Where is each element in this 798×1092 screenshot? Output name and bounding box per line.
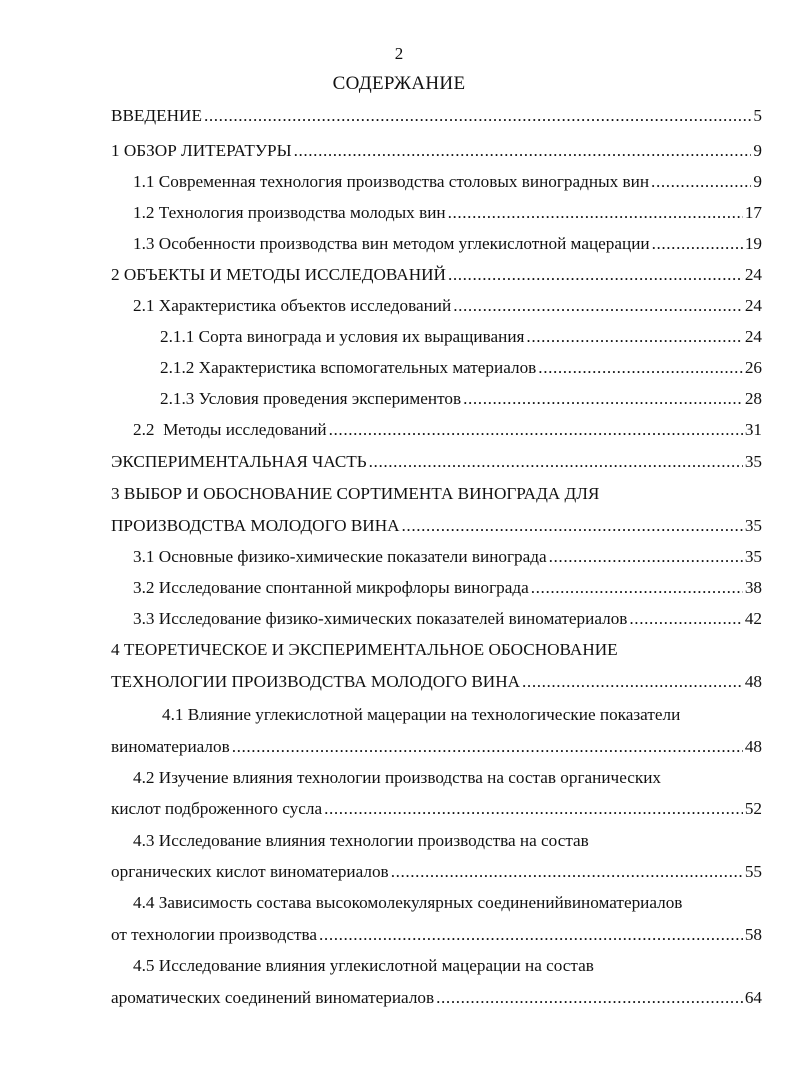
toc-entry-title: ПРОИЗВОДСТВА МОЛОДОГО ВИНА	[111, 516, 400, 535]
dot-leader	[549, 545, 743, 569]
dot-leader	[531, 576, 743, 600]
toc-entry	[111, 514, 762, 538]
toc-entry-title-line1: 4.4 Зависимость состава высокомолекулярных соединенийвиноматериалов	[133, 893, 683, 912]
toc-entry-title-line1: 3 ВЫБОР И ОБОСНОВАНИЕ СОРТИМЕНТА ВИНОГРАДА ДЛЯ	[111, 484, 600, 503]
page-number: 2	[394, 44, 404, 63]
toc-entry-title-line1: 4.5 Исследование влияния углекислотной мацерации на состав	[133, 956, 594, 975]
toc-entry-page: 35	[744, 452, 762, 471]
dot-leader	[448, 263, 743, 287]
dot-leader	[453, 294, 743, 318]
toc-entry-title: ВВЕДЕНИЕ	[111, 106, 202, 125]
toc-entry	[133, 607, 762, 631]
toc-entry	[133, 294, 762, 318]
toc-entry	[111, 139, 762, 163]
toc-entry-title: 2 ОБЪЕКТЫ И МЕТОДЫ ИССЛЕДОВАНИЙ	[111, 265, 446, 284]
toc-entry-page: 58	[744, 925, 762, 944]
dot-leader	[436, 986, 743, 1010]
toc-entry-title: 2.2 Методы исследований	[133, 420, 327, 439]
dot-leader	[319, 923, 743, 947]
toc-entry	[160, 356, 762, 380]
toc-entry	[111, 986, 762, 1010]
toc-entry-page: 28	[744, 389, 762, 408]
dot-leader	[629, 607, 742, 631]
toc-entry-page: 52	[744, 799, 762, 818]
toc-entry-title: органических кислот виноматериалов	[111, 862, 389, 881]
toc-entry-page: 5	[753, 106, 762, 125]
toc-entry-page: 9	[753, 172, 762, 191]
toc-entry	[133, 418, 762, 442]
dot-leader	[232, 735, 743, 759]
toc-entry-page: 17	[744, 203, 762, 222]
toc-entry	[111, 860, 762, 884]
dot-leader	[294, 139, 752, 163]
toc-entry	[133, 170, 762, 194]
toc-entry-page: 24	[744, 327, 762, 346]
dot-leader	[329, 418, 743, 442]
toc-heading: СОДЕРЖАНИЕ	[332, 73, 466, 94]
toc-entry-page: 31	[744, 420, 762, 439]
toc-entry	[133, 576, 762, 600]
toc-entry	[160, 387, 762, 411]
dot-leader	[651, 170, 751, 194]
toc-entry-page: 24	[744, 296, 762, 315]
toc-entry	[133, 545, 762, 569]
toc-entry	[111, 735, 762, 759]
dot-leader	[391, 860, 743, 884]
dot-leader	[463, 387, 743, 411]
toc-entry-page: 55	[744, 862, 762, 881]
dot-leader	[522, 670, 743, 694]
dot-leader	[402, 514, 743, 538]
toc-entry-title-line1: 4.2 Изучение влияния технологии производства на состав органических	[133, 768, 662, 787]
toc-entry-page: 9	[753, 141, 762, 160]
toc-entry-title: 2.1 Характеристика объектов исследований	[133, 296, 452, 315]
toc-entry-page: 35	[744, 516, 762, 535]
toc-entry-title: 2.1.2 Характеристика вспомогательных материалов	[160, 358, 537, 377]
toc-entry-title: 1.1 Современная технология производства столовых виноградных вин	[133, 172, 650, 191]
toc-entry-title: 2.1.3 Условия проведения экспериментов	[160, 389, 462, 408]
toc-entry-page: 35	[744, 547, 762, 566]
toc-entry-page: 42	[744, 609, 762, 628]
toc-entry	[133, 201, 762, 225]
toc-entry	[133, 232, 762, 256]
toc-entry-title: 2.1.1 Сорта винограда и условия их выращивания	[160, 327, 525, 346]
dot-leader	[448, 201, 743, 225]
toc-entry-title: 1 ОБЗОР ЛИТЕРАТУРЫ	[111, 141, 292, 160]
toc-entry-title: ТЕХНОЛОГИИ ПРОИЗВОДСТВА МОЛОДОГО ВИНА	[111, 672, 521, 691]
toc-entry	[111, 797, 762, 821]
dot-leader	[324, 797, 743, 821]
toc-entry	[160, 325, 762, 349]
toc-entry-title-line1: 4.1 Влияние углекислотной мацерации на технологические показатели	[162, 705, 681, 724]
toc-entry-page: 24	[744, 265, 762, 284]
toc-entry-title: кислот подброженного сусла	[111, 799, 323, 818]
toc-entry-title: 3.1 Основные физико-химические показатели винограда	[133, 547, 547, 566]
dot-leader	[369, 450, 743, 474]
toc-entry	[111, 670, 762, 694]
dot-leader	[204, 104, 751, 128]
toc-entry-page: 26	[744, 358, 762, 377]
toc-entry-title: виноматериалов	[111, 737, 230, 756]
toc-entry	[111, 923, 762, 947]
dot-leader	[526, 325, 742, 349]
toc-entry-title: 3.2 Исследование спонтанной микрофлоры винограда	[133, 578, 529, 597]
toc-entry-title: ЭКСПЕРИМЕНТАЛЬНАЯ ЧАСТЬ	[111, 452, 367, 471]
toc-entry-page: 19	[744, 234, 762, 253]
toc-entry-page: 48	[744, 672, 762, 691]
dot-leader	[538, 356, 743, 380]
toc-entry	[111, 104, 762, 128]
toc-entry-title-line1: 4 ТЕОРЕТИЧЕСКОЕ И ЭКСПЕРИМЕНТАЛЬНОЕ ОБОСНОВАНИЕ	[111, 640, 618, 659]
toc-entry-page: 48	[744, 737, 762, 756]
toc-entry	[111, 450, 762, 474]
toc-entry-title: ароматических соединений виноматериалов	[111, 988, 435, 1007]
toc-entry-title: 1.2 Технология производства молодых вин	[133, 203, 446, 222]
dot-leader	[652, 232, 743, 256]
toc-entry-title: 1.3 Особенности производства вин методом углекислотной мацерации	[133, 234, 650, 253]
toc-entry	[111, 263, 762, 287]
toc-entry-page: 38	[744, 578, 762, 597]
toc-entry-title: от технологии производства	[111, 925, 318, 944]
toc-entry-page: 64	[744, 988, 762, 1007]
toc-entry-title-line1: 4.3 Исследование влияния технологии производства на состав	[133, 831, 589, 850]
toc-entry-title: 3.3 Исследование физико-химических показателей виноматериалов	[133, 609, 628, 628]
